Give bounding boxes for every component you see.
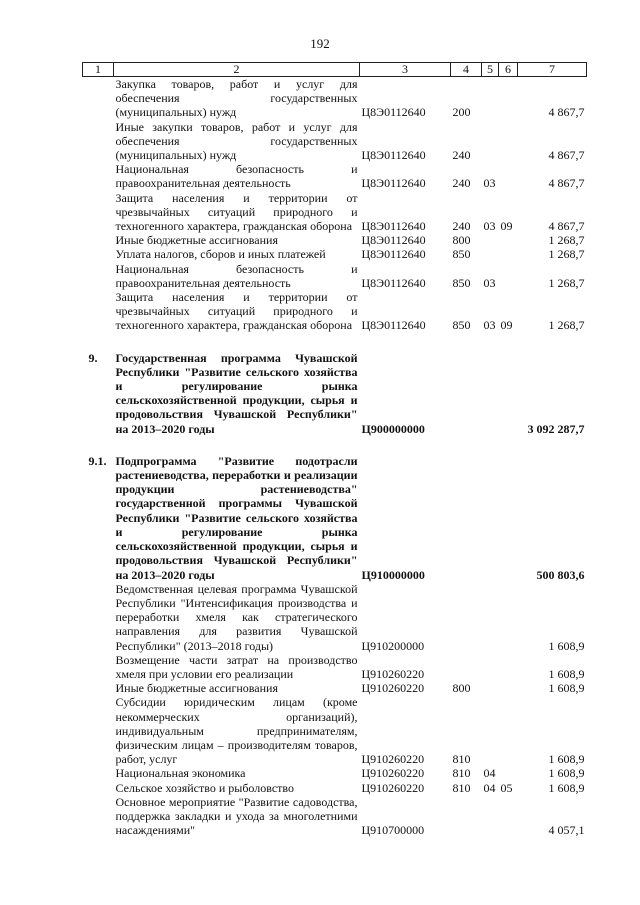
row-section-code [482,120,499,163]
table-row [83,454,587,582]
row-expense-type-code [451,795,482,838]
row-amount: 4 867,7 [548,219,585,234]
row-expense-type-code: 810 [452,766,471,781]
header-col-6: 6 [499,63,518,77]
row-section-code [482,681,499,695]
row-name: Закупка товаров, работ и услуг для обеспечения государственных (муниципальных) нужд [115,77,358,120]
table-row [83,695,587,766]
row-amount: 1 268,7 [548,275,585,290]
row-target-article-code: Ц900000000 [361,421,425,436]
row-subsection-code [499,247,518,261]
header-col-5: 5 [482,63,499,77]
row-subsection-code [499,653,518,681]
row-spacer-cell [83,436,587,454]
table-header-row [83,63,587,77]
row-subsection-code [499,766,518,780]
row-expense-type-code: 800 [452,681,471,696]
row-number [83,120,114,163]
row-target-article-code: Ц910260220 [361,666,425,681]
row-amount: 1 268,7 [548,233,585,248]
row-section-code [482,351,499,436]
row-target-article-code: Ц8Э0112640 [361,105,426,120]
row-name: Национальная экономика [115,766,246,781]
table-row [83,162,587,190]
row-subsection-code [499,582,518,653]
row-number [83,781,114,795]
row-name: Основное мероприятие "Развитие садоводства, поддержка закладки и ухода за многолетними насаждениями" [115,794,358,838]
row-amount: 1 608,9 [548,681,585,696]
row-number [83,290,114,333]
table-row [83,681,587,695]
row-expense-type-code: 810 [452,752,471,767]
row-number: 9. [88,350,98,365]
row-expense-type-code: 800 [452,233,471,248]
row-section-code: 04 [483,766,496,781]
row-expense-type-code: 240 [452,219,471,234]
table-row [83,766,587,780]
row-number [83,247,114,261]
row-number [83,681,114,695]
table-row [83,191,587,234]
table-row [83,247,587,261]
row-name: Сельское хозяйство и рыболовство [115,780,295,795]
row-name: Национальная безопасность и правоохранительная деятельность [115,162,358,191]
row-target-article-code: Ц910260220 [361,681,425,696]
row-section-code [482,77,499,120]
row-number [83,233,114,247]
table-row [83,351,587,436]
row-name: Ведомственная целевая программа Чувашской Республики "Интенсификация производства и переработки хмеля как стратегического направления для развития Чувашской Республики" (2013–2018 годы) [115,581,358,653]
row-name: Подпрограмма "Развитие подотрасли растениеводства, переработки и реализации продукции растениеводства" государственной программы Чувашской Республики "Развитие сельского хозяйства и регулирование рынка сельскохозяйственной продукции, сырья и продовольствия Чувашской Республики" на 2013–2020 годы [115,453,358,582]
row-name: Иные бюджетные ассигнования [115,233,278,248]
row-target-article-code: Ц8Э0112640 [361,318,426,333]
table-row [83,120,587,163]
row-expense-type-code [451,653,482,681]
row-number [83,653,114,681]
row-expense-type-code [451,582,482,653]
table-row [83,290,587,333]
row-spacer [83,333,587,351]
row-section-code [482,695,499,766]
row-number [83,191,114,234]
row-target-article-code: Ц910200000 [361,638,425,653]
row-section-code: 03 [483,219,496,234]
header-col-7: 7 [518,63,587,77]
row-expense-type-code: 850 [452,275,471,290]
table-row [83,795,587,838]
header-col-2: 2 [114,63,360,77]
row-subsection-code [499,681,518,695]
row-expense-type-code: 240 [452,148,471,163]
header-col-1: 1 [83,63,114,77]
row-expense-type-code: 850 [452,247,471,262]
table-row [83,262,587,290]
row-subsection-code: 09 [500,318,513,333]
row-target-article-code: Ц910700000 [361,823,425,838]
row-target-article-code: Ц910000000 [361,567,425,582]
row-subsection-code [499,120,518,163]
row-subsection-code [499,351,518,436]
row-amount: 500 803,6 [536,567,585,582]
row-target-article-code: Ц910260220 [361,766,425,781]
row-name: Защита населения и территории от чрезвычайных ситуаций природного и техногенного характера, гражданская оборона [115,290,358,333]
row-expense-type-code: 810 [452,780,471,795]
row-target-article-code: Ц910260220 [361,780,425,795]
row-expense-type-code: 200 [452,105,471,120]
row-target-article-code: Ц8Э0112640 [361,233,426,248]
row-section-code: 03 [483,318,496,333]
row-target-article-code: Ц910260220 [361,752,425,767]
row-name: Защита населения и территории от чрезвычайных ситуаций природного и техногенного характера, гражданская оборона [115,190,358,234]
row-target-article-code: Ц8Э0112640 [361,176,426,191]
row-amount: 1 608,9 [548,666,585,681]
row-spacer-cell [83,333,587,351]
row-section-code [482,233,499,247]
row-amount: 4 867,7 [548,148,585,163]
row-name: Субсидии юридическим лицам (кроме некоммерческих организаций), индивидуальным предпринимателям, физическим лицам – производителям товаров, работ, услуг [115,695,358,767]
row-subsection-code [499,262,518,290]
row-amount: 4 867,7 [548,105,585,120]
row-subsection-code [499,77,518,120]
row-section-code: 03 [483,176,496,191]
row-name: Уплата налогов, сборов и иных платежей [115,247,326,262]
row-subsection-code [499,162,518,190]
row-subsection-code [499,454,518,582]
table-row [83,781,587,795]
row-amount: 1 608,9 [548,638,585,653]
row-name: Национальная безопасность и правоохранительная деятельность [115,261,358,290]
budget-table [82,62,587,837]
row-amount: 4 057,1 [548,823,585,838]
row-section-code: 04 [483,780,496,795]
table-row [83,77,587,120]
row-amount: 1 608,9 [548,780,585,795]
row-subsection-code [499,795,518,838]
header-col-4: 4 [451,63,482,77]
row-expense-type-code: 240 [452,176,471,191]
row-amount: 1 268,7 [548,247,585,262]
row-amount: 1 608,9 [548,766,585,781]
row-number [83,77,114,120]
row-expense-type-code [451,351,482,436]
row-target-article-code: Ц8Э0112640 [361,275,426,290]
row-name: Возмещение части затрат на производство хмеля при условии его реализации [115,652,358,681]
row-number [83,162,114,190]
row-target-article-code: Ц8Э0112640 [361,148,426,163]
row-section-code [482,795,499,838]
row-amount: 3 092 287,7 [527,421,585,436]
row-target-article-code: Ц8Э0112640 [361,219,426,234]
row-number [83,766,114,780]
row-amount: 4 867,7 [548,176,585,191]
header-col-3: 3 [360,63,451,77]
row-expense-type-code: 850 [452,318,471,333]
row-section-code [482,582,499,653]
row-amount: 1 268,7 [548,318,585,333]
table-row [83,233,587,247]
row-number [83,582,114,653]
row-section-code: 03 [483,275,496,290]
row-subsection-code: 09 [500,219,513,234]
row-number [83,695,114,766]
row-name: Иные закупки товаров, работ и услуг для обеспечения государственных (муниципальных) нужд [115,119,358,163]
row-section-code [482,653,499,681]
row-amount: 1 608,9 [548,752,585,767]
row-name: Государственная программа Чувашской Республики "Развитие сельского хозяйства и регулирование рынка сельскохозяйственной продукции, сырья и продовольствия Чувашской Республики" на 2013–2020 годы [115,350,358,436]
row-number [83,262,114,290]
row-target-article-code: Ц8Э0112640 [361,247,426,262]
row-subsection-code [499,233,518,247]
row-subsection-code: 05 [500,780,513,795]
row-number: 9.1. [88,453,107,468]
row-section-code [482,454,499,582]
row-number [83,795,114,838]
table-row [83,582,587,653]
row-spacer [83,436,587,454]
row-subsection-code [499,695,518,766]
table-row [83,653,587,681]
row-expense-type-code [451,454,482,582]
row-name: Иные бюджетные ассигнования [115,681,278,696]
row-section-code [482,247,499,261]
page-number: 192 [310,36,330,51]
